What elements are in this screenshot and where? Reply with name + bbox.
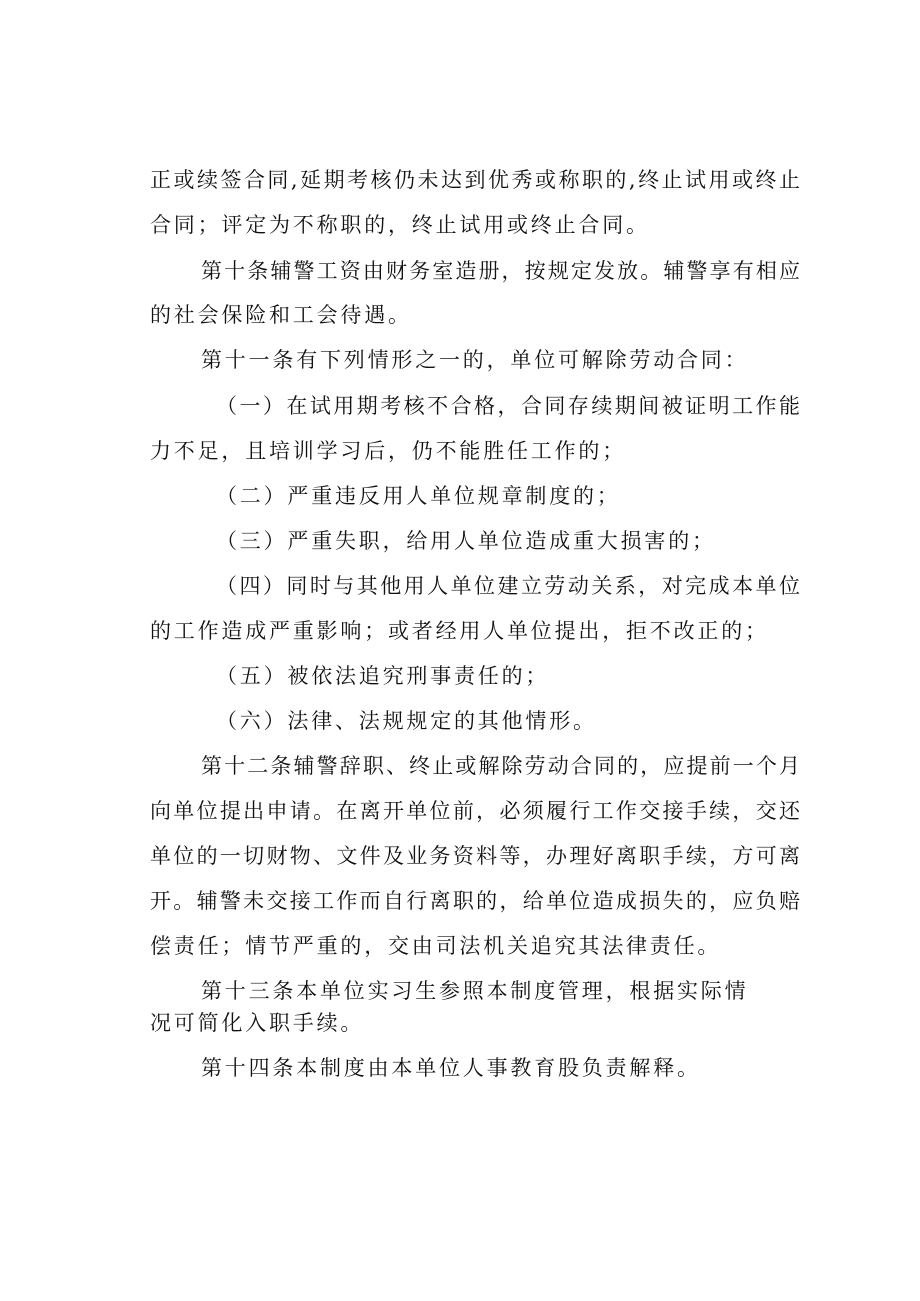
article-14-line: 第十四条本制度由本单位人事教育股负责解释。	[201, 1056, 701, 1080]
list-item-6: （六）法律、法规规定的其他情形。	[216, 709, 597, 733]
text-line: 力不足，且培训学习后，仍不能胜任工作的；	[150, 439, 626, 463]
text-line: 正或续签合同,延期考核仍未达到优秀或称职的,终止试用或终止	[150, 168, 800, 192]
article-12-line: 第十二条辅警辞职、终止或解除劳动合同的，应提前一个月	[201, 754, 800, 778]
list-item-3: （三）严重失职，给用人单位造成重大损害的；	[216, 529, 716, 553]
list-item-4: （四）同时与其他用人单位建立劳动关系，对完成本单位	[216, 574, 800, 598]
list-item-1: （一）在试用期考核不合格，合同存续期间被证明工作能	[216, 394, 800, 418]
article-11-line: 第十一条有下列情形之一的，单位可解除劳动合同：	[201, 348, 749, 372]
article-10-line: 第十条辅警工资由财务室造册，按规定发放。辅警享有相应	[201, 259, 800, 283]
text-line: 的社会保险和工会待遇。	[150, 303, 412, 327]
text-line: 开。辅警未交接工作而自行离职的，给单位造成损失的，应负赔	[150, 889, 800, 913]
text-line: 况可简化入职手续。	[150, 1011, 365, 1035]
text-line: 合同；评定为不称职的，终止试用或终止合同。	[150, 213, 650, 237]
list-item-2: （二）严重违反用人单位规章制度的；	[216, 484, 621, 508]
text-line: 向单位提出申请。在离开单位前，必须履行工作交接手续，交还	[150, 799, 800, 823]
list-item-5: （五）被依法追究刑事责任的；	[216, 664, 550, 688]
article-13-line: 第十三条本单位实习生参照本制度管理，根据实际情	[201, 979, 749, 1003]
text-line: 偿责任；情节严重的，交由司法机关追究其法律责任。	[150, 934, 722, 958]
text-line: 单位的一切财物、文件及业务资料等，办理好离职手续，方可离	[150, 844, 800, 868]
text-line: 的工作造成严重影响；或者经用人单位提出，拒不改正的；	[150, 619, 769, 643]
